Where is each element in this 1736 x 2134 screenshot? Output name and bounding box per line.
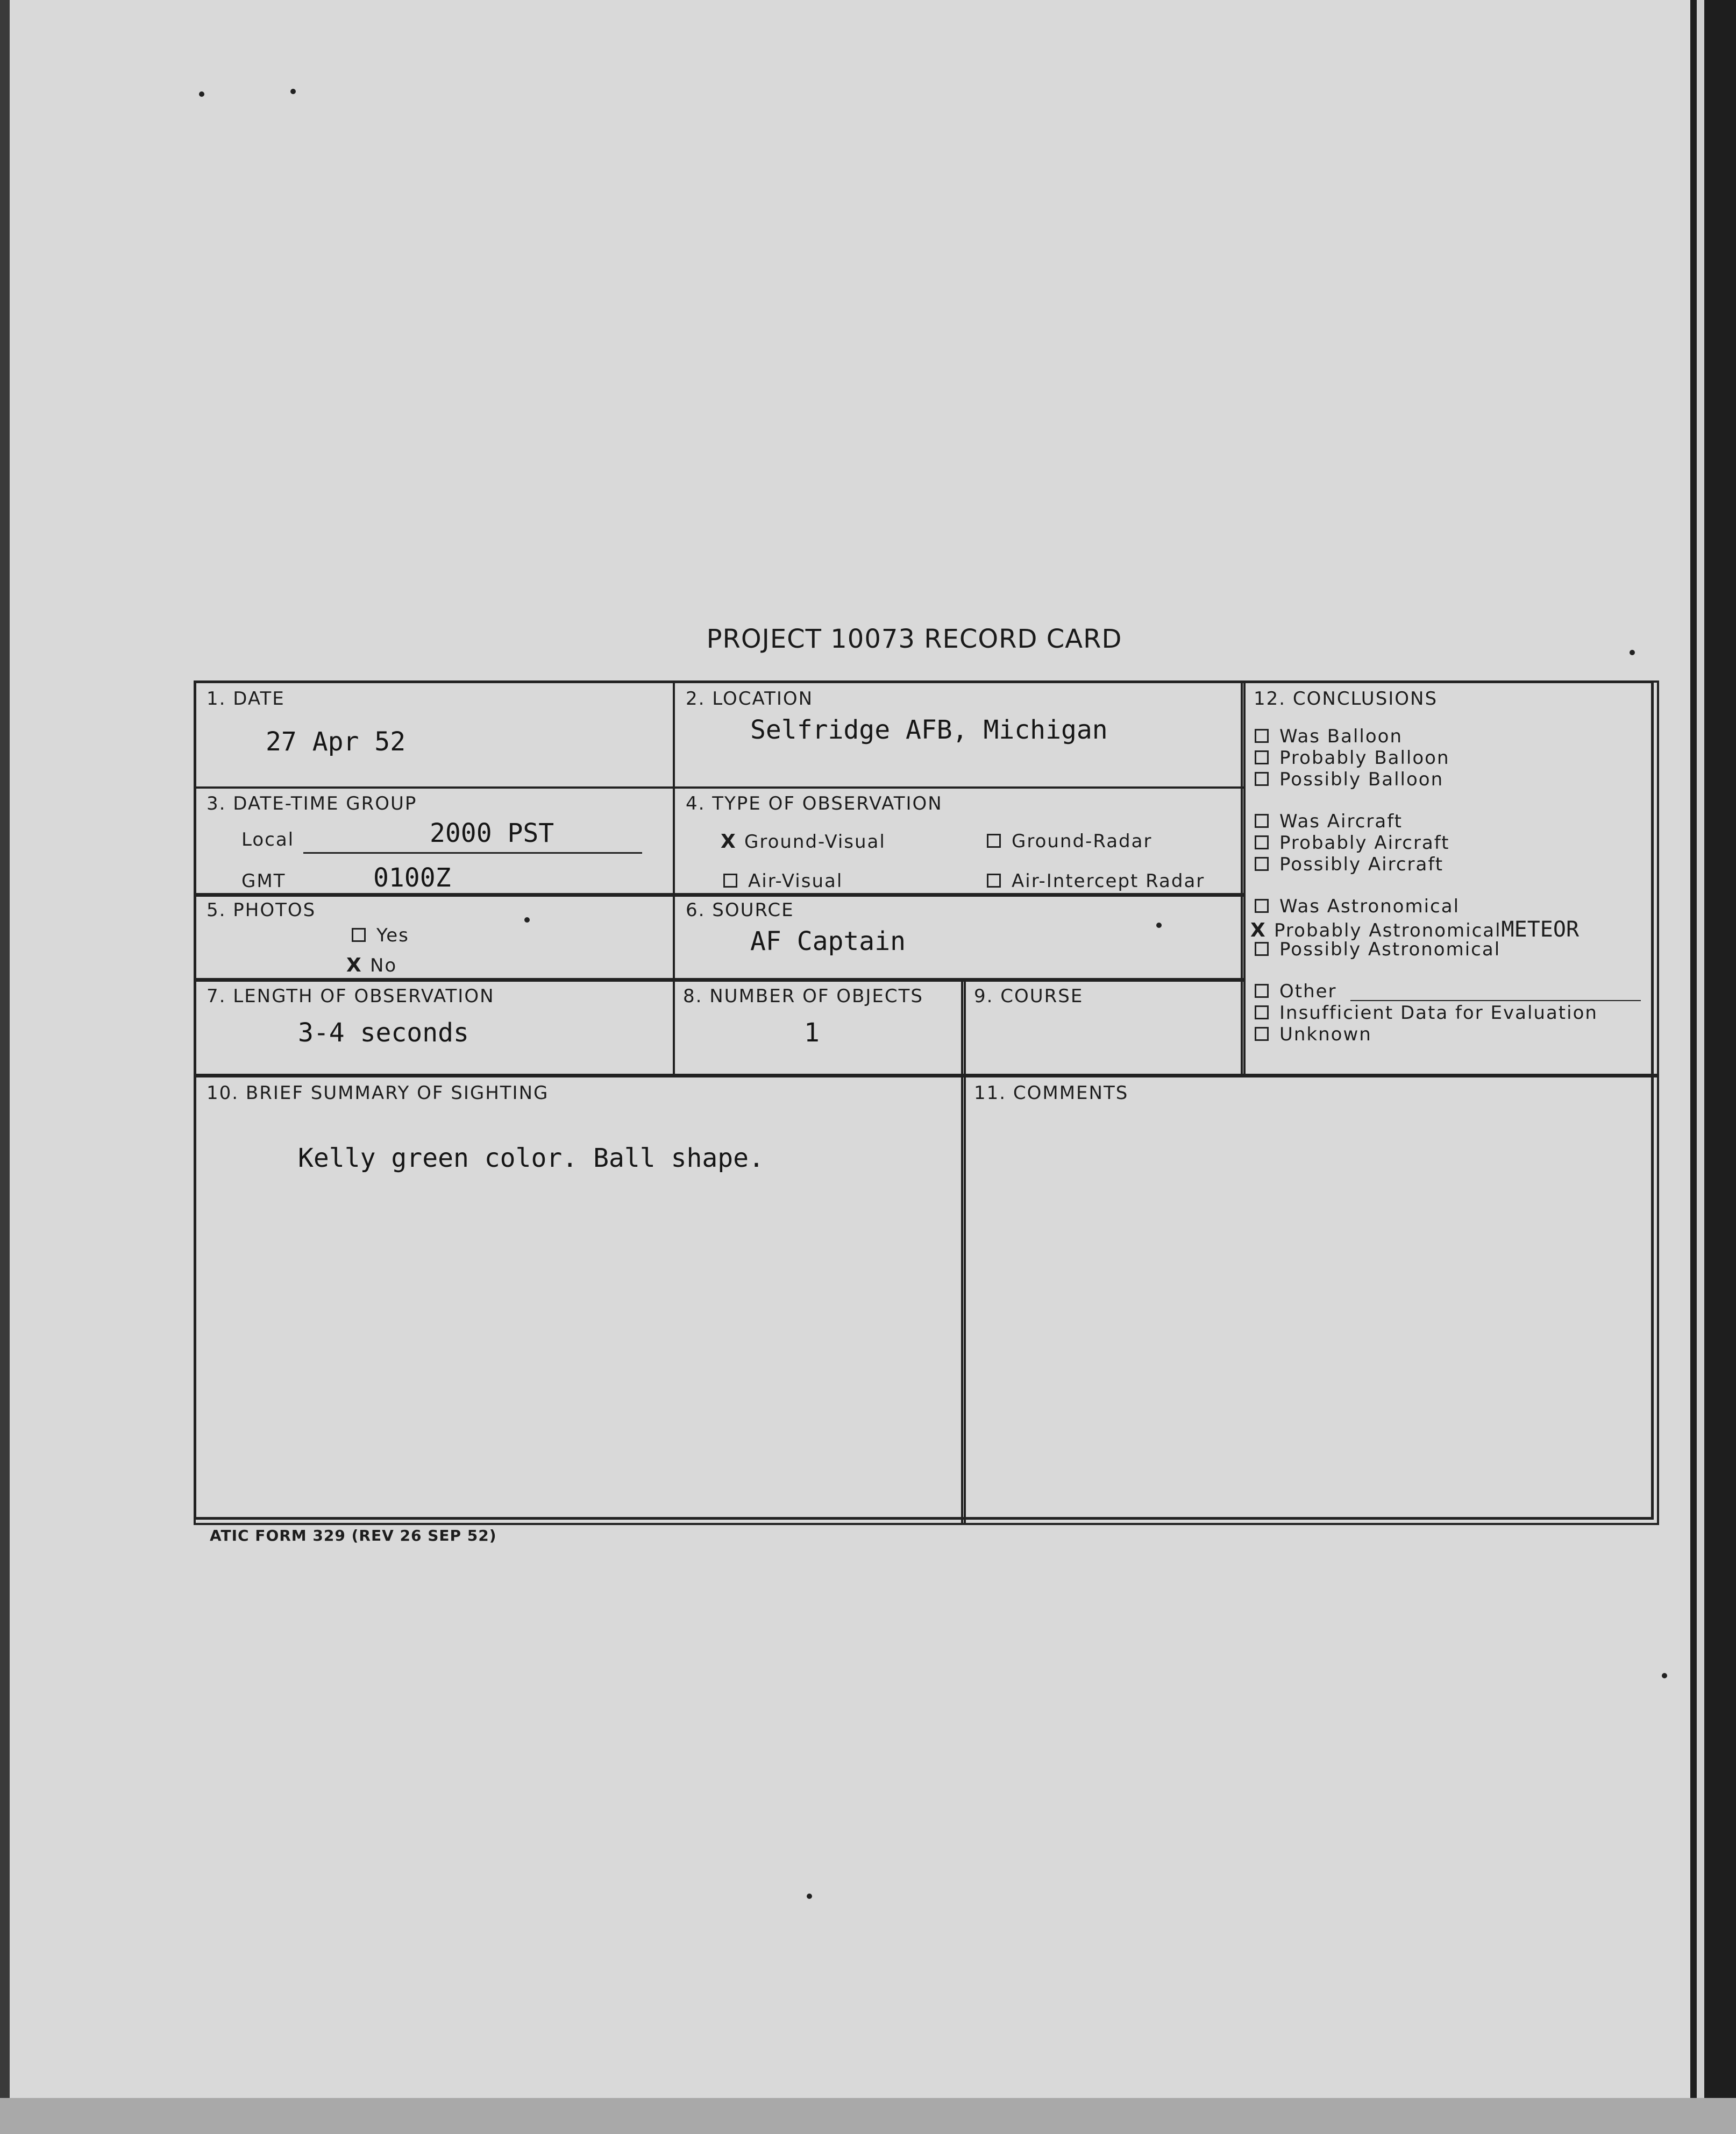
source-value: AF Captain: [750, 926, 906, 956]
was-balloon-text: Was Balloon: [1279, 726, 1403, 747]
conclusion-probably-aircraft: [1255, 832, 1449, 854]
probably-astronomical-checkmark: X: [1250, 919, 1267, 941]
possibly-astronomical-text: Possibly Astronomical: [1279, 939, 1501, 960]
photos-yes-text: Yes: [376, 925, 409, 946]
comments-label: 11. COMMENTS: [974, 1082, 1129, 1104]
air-visual-checkbox: [723, 874, 737, 888]
speck: [1662, 1673, 1667, 1678]
number-of-objects-label: 8. NUMBER OF OBJECTS: [683, 986, 923, 1007]
length-of-observation-cell: [194, 978, 675, 1077]
form-identifier: ATIC FORM 329 (REV 26 SEP 52): [210, 1527, 497, 1544]
probably-aircraft-text: Probably Aircraft: [1279, 832, 1450, 854]
ground-radar-text: Ground-Radar: [1012, 831, 1152, 852]
speck: [807, 1894, 812, 1899]
speck: [1630, 650, 1635, 655]
speck: [199, 91, 204, 97]
photos-cell: [194, 893, 675, 982]
date-time-group-label: 3. DATE-TIME GROUP: [207, 793, 417, 814]
local-value: 2000 PST: [430, 818, 554, 848]
possibly-balloon-checkbox: [1255, 772, 1269, 786]
gmt-label: GMT: [241, 870, 286, 892]
local-line: [303, 852, 642, 854]
conclusion-probably-balloon: [1255, 747, 1450, 769]
possibly-aircraft-text: Possibly Aircraft: [1279, 854, 1444, 875]
ground-radar-checkbox: [987, 834, 1001, 848]
record-card-grid: [194, 680, 1654, 1520]
other-checkbox: [1255, 984, 1269, 998]
conclusion-insufficient-data: [1255, 1002, 1598, 1024]
brief-summary-value: Kelly green color. Ball shape.: [298, 1143, 764, 1173]
photos-yes-checkbox: [352, 928, 366, 942]
date-value: 27 Apr 52: [266, 727, 406, 757]
astronomical-note: METEOR: [1501, 917, 1580, 942]
speck: [290, 89, 296, 94]
other-line: [1350, 1000, 1641, 1001]
unknown-checkbox: [1255, 1027, 1269, 1041]
course-label: 9. COURSE: [974, 986, 1084, 1007]
scan-border: [0, 2098, 1736, 2134]
brief-summary-cell: [194, 1074, 966, 1525]
air-intercept-radar-option: [987, 870, 1205, 892]
photos-yes-option: [352, 925, 409, 946]
photos-no-checkmark: X: [346, 954, 362, 976]
probably-balloon-checkbox: [1255, 750, 1269, 764]
conclusion-possibly-astronomical: [1255, 939, 1500, 960]
length-of-observation-value: 3-4 seconds: [298, 1018, 469, 1048]
source-label: 6. SOURCE: [686, 899, 794, 921]
was-balloon-checkbox: [1255, 729, 1269, 743]
conclusion-was-aircraft: [1255, 811, 1403, 832]
photos-no-text: No: [370, 955, 397, 976]
air-intercept-radar-checkbox: [987, 874, 1001, 888]
air-visual-option: [723, 870, 843, 892]
location-value: Selfridge AFB, Michigan: [750, 715, 1108, 745]
was-astronomical-checkbox: [1255, 899, 1269, 913]
ground-visual-checkmark: X: [721, 831, 737, 853]
photos-no-option: [346, 954, 397, 976]
number-of-objects-value: 1: [804, 1018, 820, 1048]
air-intercept-radar-text: Air-Intercept Radar: [1012, 870, 1205, 892]
date-time-group-cell: [194, 786, 675, 897]
ground-radar-option: [987, 831, 1152, 852]
probably-balloon-text: Probably Balloon: [1279, 747, 1450, 769]
gmt-value: 0100Z: [373, 863, 451, 893]
date-label: 1. DATE: [207, 688, 285, 710]
possibly-balloon-text: Possibly Balloon: [1279, 769, 1444, 790]
film-edge-highlight: [1697, 0, 1704, 2098]
probably-astronomical-text: Probably Astronomical: [1274, 920, 1502, 941]
card-title: PROJECT 10073 RECORD CARD: [706, 624, 1122, 654]
brief-summary-label: 10. BRIEF SUMMARY OF SIGHTING: [207, 1082, 549, 1104]
local-label: Local: [241, 829, 295, 850]
ground-visual-option: [721, 831, 886, 853]
conclusions-cell: [1241, 680, 1659, 1077]
comments-cell: [961, 1074, 1659, 1525]
possibly-astronomical-checkbox: [1255, 942, 1269, 956]
conclusion-was-balloon: [1255, 726, 1403, 747]
conclusion-possibly-balloon: [1255, 769, 1443, 790]
air-visual-text: Air-Visual: [748, 870, 843, 892]
possibly-aircraft-checkbox: [1255, 857, 1269, 871]
course-cell: [961, 978, 1246, 1077]
conclusion-other: [1255, 981, 1337, 1002]
source-cell: [673, 893, 1246, 982]
was-aircraft-text: Was Aircraft: [1279, 811, 1403, 832]
photos-label: 5. PHOTOS: [207, 899, 316, 921]
ground-visual-text: Ground-Visual: [744, 831, 886, 853]
unknown-text: Unknown: [1279, 1024, 1372, 1045]
location-label: 2. LOCATION: [686, 688, 814, 710]
other-text: Other: [1279, 981, 1337, 1002]
type-of-observation-label: 4. TYPE OF OBSERVATION: [686, 793, 943, 814]
length-of-observation-label: 7. LENGTH OF OBSERVATION: [207, 986, 495, 1007]
was-astronomical-text: Was Astronomical: [1279, 896, 1460, 917]
number-of-objects-cell: [673, 978, 966, 1077]
probably-aircraft-checkbox: [1255, 835, 1269, 849]
insufficient-data-checkbox: [1255, 1005, 1269, 1019]
date-cell: [194, 680, 675, 789]
conclusion-unknown: [1255, 1024, 1372, 1045]
type-of-observation-cell: [673, 786, 1246, 897]
insufficient-data-text: Insufficient Data for Evaluation: [1279, 1002, 1598, 1024]
conclusion-possibly-aircraft: [1255, 854, 1443, 875]
conclusion-was-astronomical: [1255, 896, 1460, 917]
was-aircraft-checkbox: [1255, 814, 1269, 828]
location-cell: [673, 680, 1246, 789]
conclusions-label: 12. CONCLUSIONS: [1254, 688, 1438, 710]
